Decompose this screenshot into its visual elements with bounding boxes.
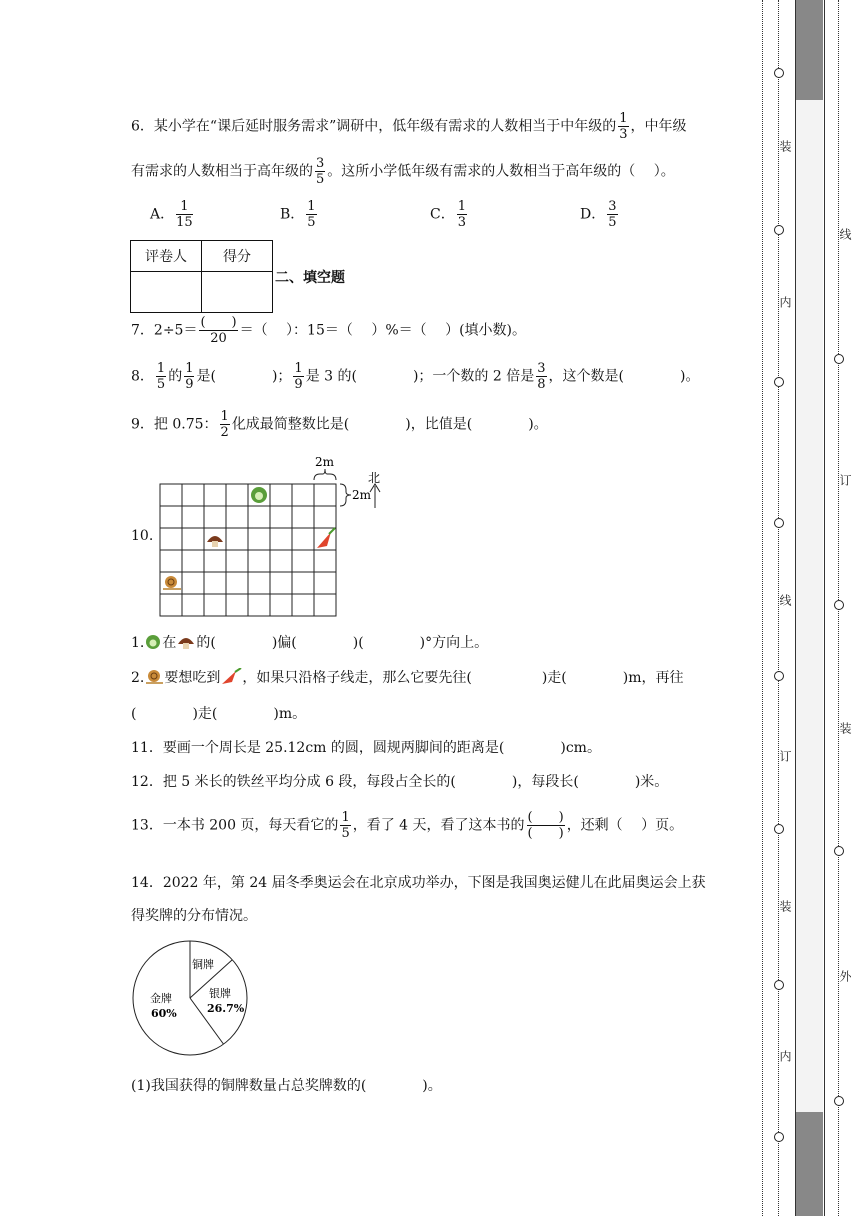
scale-brace-right (340, 484, 351, 506)
q8: 8． $\frac{1}{5}$ 的 $\frac{1}{9}$ 是( )； $\frac{1}{9}$ 是 3 的( )；一个数的 2 倍是 $\frac{3}{8}$ ，这个数是( )。 (131, 361, 700, 392)
margin-char: 装 (778, 900, 792, 912)
binding-circle (834, 354, 844, 364)
fraction: $\frac{1}{3}$ (619, 111, 628, 142)
medal-pie-chart (128, 940, 252, 1056)
margin-char: 装 (778, 140, 792, 152)
slice-label-silver: 银牌 (209, 987, 231, 1000)
slice-value-silver: 26.7% (207, 1002, 245, 1015)
snail-icon (144, 669, 164, 685)
scale-top-label: 2m (315, 455, 335, 469)
binding-circle (774, 68, 784, 78)
q6-option-d[interactable]: D． $\frac{3}{5}$ (580, 199, 617, 230)
mushroom-icon (176, 634, 196, 650)
slice-label-gold: 金牌 (150, 992, 172, 1005)
north-label: 北 (368, 471, 381, 485)
score-cell (202, 272, 273, 313)
binding-circle (834, 846, 844, 856)
carrot-icon (220, 668, 242, 686)
binding-circle (774, 824, 784, 834)
sidebar-gray-bottom (796, 1112, 823, 1216)
slice-label-bronze: 铜牌 (192, 958, 214, 971)
binding-circle (834, 1096, 844, 1106)
scale-brace-top (314, 469, 336, 480)
q6-option-b[interactable]: B． $\frac{1}{5}$ (280, 199, 316, 230)
binding-circle (774, 225, 784, 235)
q6-option-c[interactable]: C． $\frac{1}{3}$ (430, 199, 466, 230)
q6-line1: 6．某小学在“课后延时服务需求”调研中，低年级有需求的人数相当于中年级的 $\frac{1}{3}$ ，中年级 (131, 111, 687, 142)
dotted-line-outer (762, 0, 764, 1216)
scale-right-label: 2m (352, 488, 372, 502)
q14-line1: 14．2022 年，第 24 届冬季奥运会在北京成功举办，下图是我国奥运健儿在此届奥运会上获 (131, 875, 706, 891)
binding-circle (834, 600, 844, 610)
q14-sub1: (1)我国获得的铜牌数量占总奖牌数的( )。 (131, 1078, 442, 1094)
q13: 13．一本书 200 页，每天看它的 $\frac{1}{5}$ ，看了 4 天，看了这本书的 $\frac{( )}{( )}$ ，还剩（ ）页。 (131, 810, 684, 841)
binding-circle (774, 518, 784, 528)
cabbage-icon (251, 487, 267, 503)
q10-sub1: 1. 在 的( )偏( )( )°方向上。 (131, 635, 489, 651)
sidebar-light (796, 100, 823, 1112)
margin-char: 线 (838, 228, 852, 240)
grader-header: 评卷人 (131, 241, 202, 272)
dotted-line-inner (778, 0, 780, 1216)
section-title: 二、填空题 (275, 270, 345, 286)
binding-circle (774, 377, 784, 387)
q11: 11．要画一个周长是 25.12cm 的圆，圆规两脚间的距离是( )cm。 (131, 740, 601, 756)
q12: 12．把 5 米长的铁丝平均分成 6 段，每段占全长的( )，每段长( )米。 (131, 774, 669, 790)
q10-grid-map (155, 452, 395, 622)
snail-icon (163, 576, 181, 589)
carrot-icon (317, 528, 335, 548)
q6-line2: 有需求的人数相当于高年级的 $\frac{3}{5}$ 。这所小学低年级有需求的人数相当于高年级的（ ）。 (131, 156, 675, 187)
margin-char: 内 (778, 1050, 792, 1062)
cabbage-icon (144, 634, 162, 650)
slice-value-gold: 60% (151, 1007, 177, 1020)
margin-char: 线 (778, 594, 792, 606)
grid-lines (160, 484, 336, 616)
margin-char: 外 (838, 970, 852, 982)
margin-char: 装 (838, 722, 852, 734)
q7: 7．2÷5＝ $\frac{( )}{20}$ ＝（ ）：15＝（ ）%＝（ ）(填小数)。 (131, 315, 526, 346)
mushroom-icon (207, 536, 223, 547)
q6-option-a[interactable]: A． $\frac{1}{15}$ (150, 199, 193, 230)
q9: 9．把 0.75： $\frac{1}{2}$ 化成最简整数比是( )，比值是( )。 (131, 409, 548, 440)
q10-sub2: 2. 要想吃到 ，如果只沿格子线走，那么它要先往( )走( )m，再往 (131, 670, 684, 686)
binding-circle (774, 671, 784, 681)
margin-char: 内 (778, 296, 792, 308)
q14-line2: 得奖牌的分布情况。 (131, 908, 257, 924)
score-header: 得分 (202, 241, 273, 272)
grader-cell (131, 272, 202, 313)
binding-circle (774, 1132, 784, 1142)
q10-label: 10. (131, 528, 154, 544)
margin-char: 订 (778, 750, 792, 762)
binding-circle (774, 980, 784, 990)
margin-char: 订 (838, 474, 852, 486)
sidebar-gray-top (796, 0, 823, 100)
score-table (130, 240, 273, 313)
q10-sub2-line2: ( )走( )m。 (131, 706, 307, 722)
